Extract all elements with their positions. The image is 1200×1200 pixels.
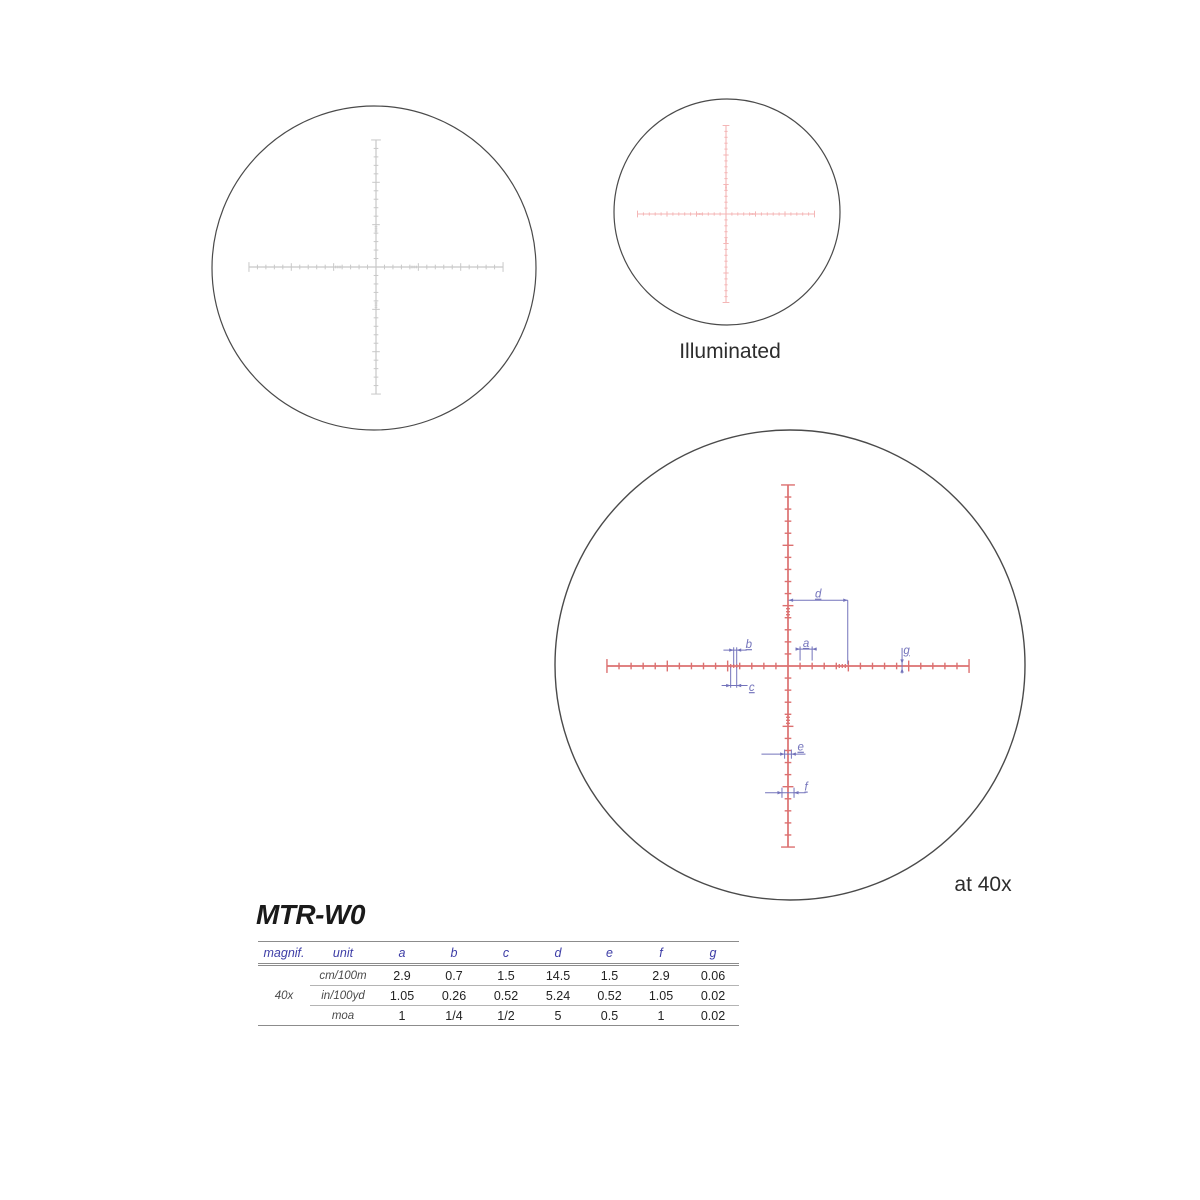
dimension-label-b: b xyxy=(745,639,752,652)
dimension-annotations xyxy=(722,589,911,798)
reticle-standard xyxy=(212,106,536,430)
table-cell: 0.7 xyxy=(445,968,463,983)
table-header-e: e xyxy=(606,945,613,960)
scope-field-circle xyxy=(212,106,536,430)
dimension-label-f: f xyxy=(804,781,808,794)
table-cell: 1 xyxy=(635,1006,687,1026)
illuminated-label: Illuminated xyxy=(679,340,781,363)
scope-field-circle xyxy=(555,430,1025,900)
table-cell: 0.52 xyxy=(584,986,635,1006)
dimension-label-c: c xyxy=(748,682,755,695)
table-cell: 0.5 xyxy=(584,1006,635,1026)
unit-cell: in/100yd xyxy=(310,986,376,1006)
table-cell: 1/4 xyxy=(428,1006,480,1026)
table-header-g: g xyxy=(709,945,717,960)
table-row-cm xyxy=(258,965,739,986)
table-header-b: b xyxy=(450,945,458,960)
dimension-label-d: d xyxy=(814,588,822,601)
table-cell: 1.5 xyxy=(600,968,619,983)
table-cell: 14.5 xyxy=(545,968,571,983)
table-cell: 1.05 xyxy=(635,986,687,1006)
reticle-at-40x xyxy=(555,430,1025,900)
table-cell: 0.02 xyxy=(687,986,739,1006)
table-cell: 0.02 xyxy=(687,1006,739,1026)
table-cell: 1.5 xyxy=(497,968,515,983)
table-row-in xyxy=(258,986,739,1006)
page-title: MTR-W0 xyxy=(256,899,365,930)
dimension-label-g: g xyxy=(903,645,910,658)
table-cell: 5 xyxy=(532,1006,584,1026)
table-header-f: f xyxy=(659,945,663,960)
at-40x-label: at 40x xyxy=(954,873,1012,896)
magnification-value: 40x xyxy=(258,965,310,1026)
reticle-illuminated xyxy=(614,99,840,325)
table-header-a: a xyxy=(398,945,406,960)
table-header-magnif: magnif. xyxy=(263,945,305,960)
table-cell: 0.06 xyxy=(700,968,726,983)
table-cell: 2.9 xyxy=(393,968,411,983)
table-cell: 5.24 xyxy=(532,986,584,1006)
table-header-unit: unit xyxy=(332,945,354,960)
unit-cell: moa xyxy=(310,1006,376,1026)
table-cell: 1 xyxy=(376,1006,428,1026)
table-cell: 0.52 xyxy=(480,986,532,1006)
table-header-row xyxy=(258,942,739,965)
dimension-label-e: e xyxy=(797,741,804,754)
table-header-d: d xyxy=(554,945,562,960)
spec-table xyxy=(258,941,739,1026)
table-cell: 2.9 xyxy=(652,968,670,983)
table-header-c: c xyxy=(502,945,510,960)
dimension-label-a: a xyxy=(802,637,810,650)
unit-cell: cm/100m xyxy=(319,969,367,982)
table-row-moa xyxy=(258,1006,739,1026)
table-cell: 1/2 xyxy=(480,1006,532,1026)
table-cell: 1.05 xyxy=(376,986,428,1006)
table-cell: 0.26 xyxy=(428,986,480,1006)
